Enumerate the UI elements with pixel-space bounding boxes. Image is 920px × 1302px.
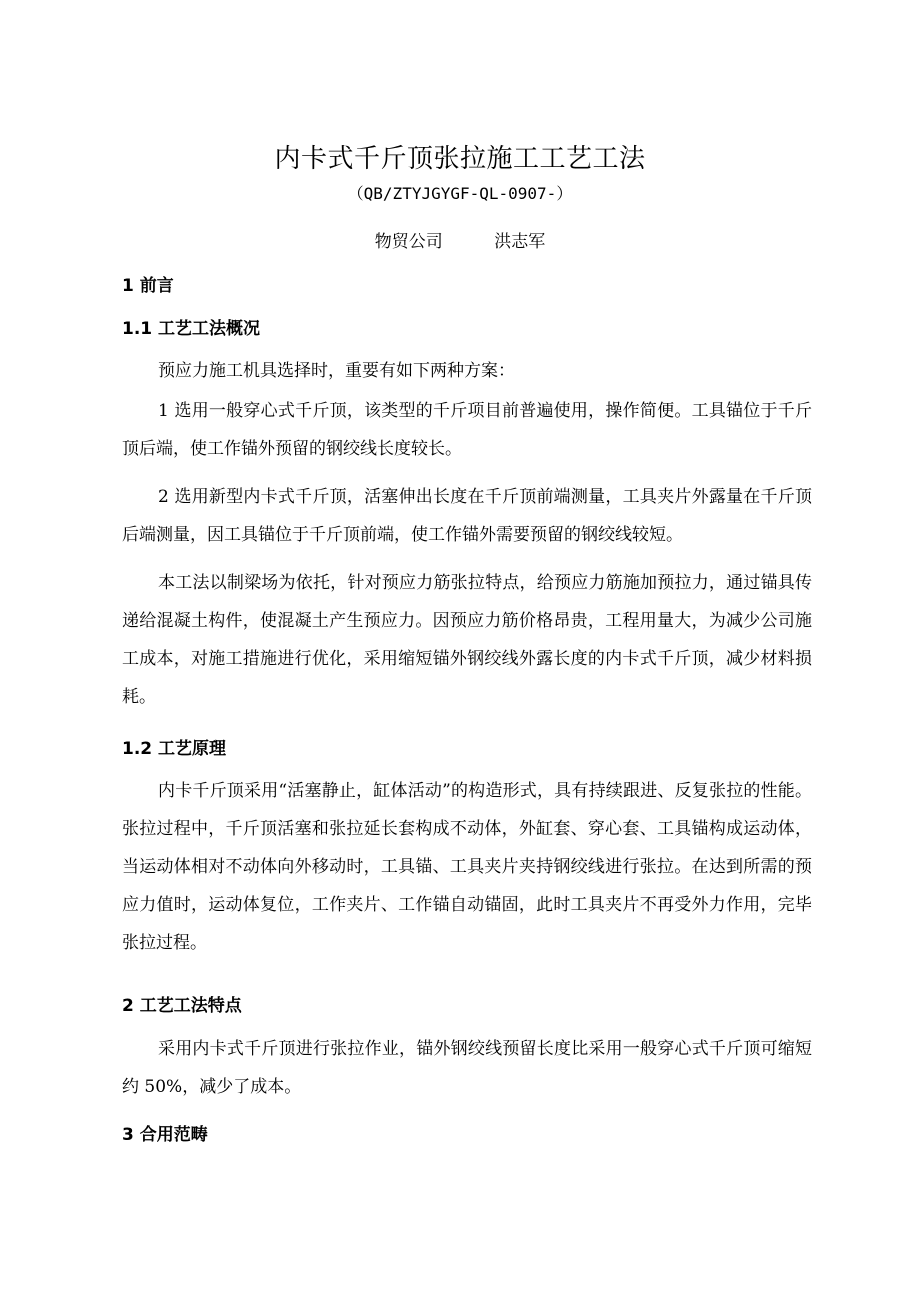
section-1-1-heading: 1.1 工艺工法概况 <box>122 319 261 339</box>
section-1-1-paragraph-3: 2 选用新型内卡式千斤顶，活塞伸出长度在千斤顶前端测量，工具夹片外露量在千斤顶后端测量，因工具锚位于千斤顶前端，使工作锚外需要预留的钢绞线较短。 <box>122 487 812 545</box>
section-2-heading: 2 工艺工法特点 <box>122 996 242 1016</box>
section-1-2-paragraph-1: 内卡千斤顶采用“活塞静止，缸体活动”的构造形式，具有持续跟进、反复张拉的性能。张拉过程中，千斤顶活塞和张拉延长套构成不动体，外缸套、穿心套、工具锚构成运动体，当运动体相对不动体向外移动时，工具锚、工具夹片夹持钢绞线进行张拉。在达到所需的预应力值时，运动体复位，工作夹片、工作锚自动锚固，此时工具夹片不再受外力作用，完毕张拉过程。 <box>122 781 812 953</box>
section-1-1-paragraph-4: 本工法以制梁场为依托，针对预应力筋张拉特点，给预应力筋施加预拉力，通过锚具传递给混凝土构件，使混凝土产生预应力。因预应力筋价格昂贵，工程用量大，为减少公司施工成本，对施工措施进行优化，采用缩短锚外钢绞线外露长度的内卡式千斤顶，减少材料损耗。 <box>122 573 812 707</box>
section-1-1-paragraph-1: 预应力施工机具选择时，重要有如下两种方案： <box>158 361 515 381</box>
author-company: 物贸公司 <box>374 232 443 252</box>
section-1-heading: 1 前言 <box>122 276 174 296</box>
document-code: （QB/ZTYJGYGF-QL-0907-） <box>347 184 573 203</box>
section-1-1-paragraph-2: 1 选用一般穿心式千斤顶，该类型的千斤项目前普遍使用，操作简便。工具锚位于千斤顶后端，使工作锚外预留的钢绞线长度较长。 <box>122 401 812 459</box>
author-name: 洪志军 <box>494 232 546 252</box>
document-title: 内卡式千斤顶张拉施工工艺工法 <box>274 144 646 174</box>
section-3-heading: 3 合用范畴 <box>122 1125 208 1145</box>
author-line <box>0 230 920 254</box>
section-1-2-heading: 1.2 工艺原理 <box>122 739 227 759</box>
section-2-paragraph-1: 采用内卡式千斤顶进行张拉作业，锚外钢绞线预留长度比采用一般穿心式千斤顶可缩短约 50%，减少了成本。 <box>122 1039 812 1097</box>
